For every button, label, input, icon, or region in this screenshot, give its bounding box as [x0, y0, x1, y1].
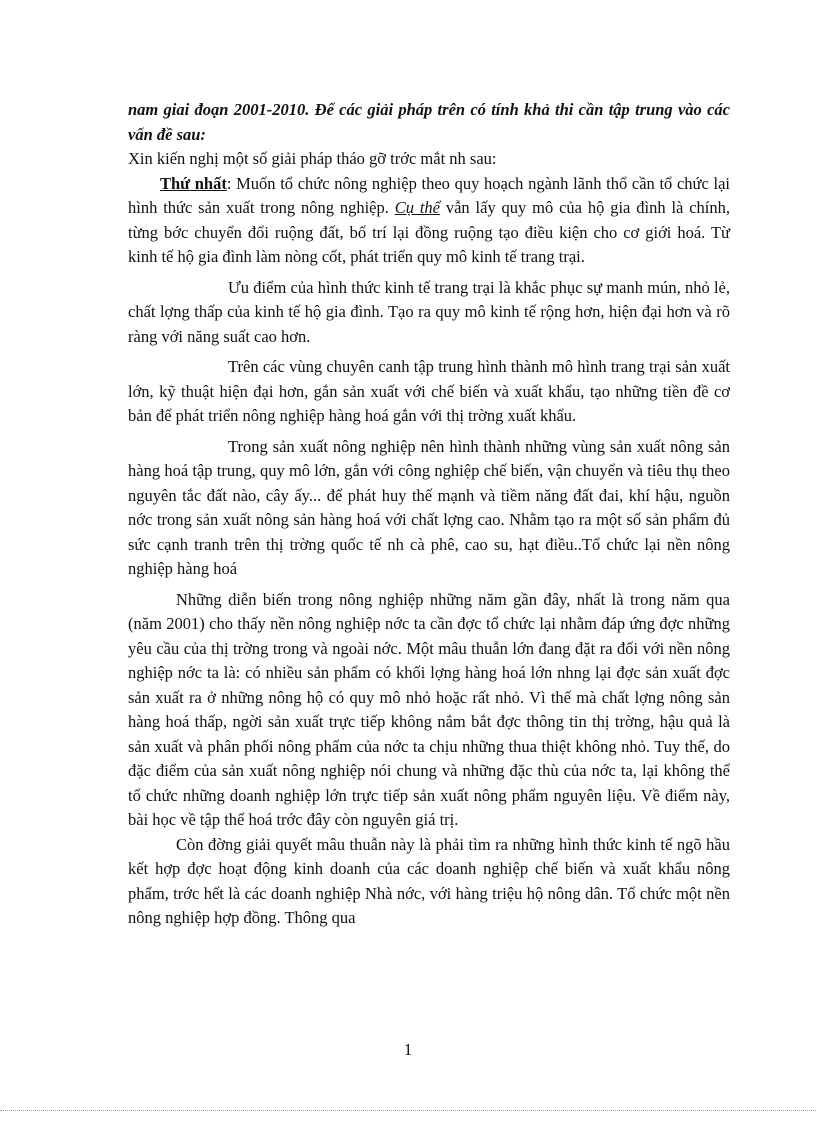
paragraph-6: Còn đờng giải quyết mâu thuẫn này là phải tìm ra những hình thức kinh tế ngõ hầu kết hợp đợc hoạt động kinh doanh của các doanh nghiệp chế biến và xuất khẩu nông phẩm, trớc hết là các doanh nghiệp Nhà nớc, với hàng triệu hộ nông dân. Tổ chức một nền nông nghiệp hợp đồng. Thông qua: [128, 834, 730, 927]
paragraph-1: [128, 172, 730, 270]
paragraph-4: Trong sản xuất nông nghiệp nên hình thành những vùng sản xuất nông sản hàng hoá tập trung, quy mô lớn, gắn với công nghiệp chế biến, vận chuyển và tiêu thụ theo nguyên tắc đất nào, cây ấy... để phát huy thế mạnh và tiềm năng đất đai, khí hậu, nguồn nớc trong sản xuất nông sản hàng hoá với chất lợng cao. Nhằm tạo ra một số sản phẩm đủ sức cạnh tranh trên thị trờng quốc tế nh cà phê, cao su, hạt điều..Tổ chức lại nền nông nghiệp hàng hoá: [128, 436, 730, 578]
paragraph-1-heading: Thứ nhất: [160, 173, 227, 193]
page-number: 1: [403, 1040, 413, 1059]
paragraph-5: Những diễn biến trong nông nghiệp những năm gần đây, nhất là trong năm qua (năm 2001) cho thấy nền nông nghiệp nớc ta cần đợc tổ chức lại nhằm đáp ứng đợc những yêu cầu của thị trờng trong và ngoài nớc. Một mâu thuẫn lớn đang đặt ra đối với nền nông nghiệp nớc ta là: có nhiều sản phẩm có khối lợng hàng hoá lớn nhng lại đợc sản xuất đợc sản xuất ra ở những nông hộ có quy mô nhỏ hoặc rất nhỏ. Vì thế mà chất lợng nông sản hàng hoá thấp, ngời sản xuất trực tiếp không nắm bắt đợc thông tin thị trờng, hậu quả là sản xuất và phân phối nông phẩm của nớc ta chịu những thua thiệt không nhỏ. Tuy thế, do đặc điểm của sản xuất nông nghiệp nói chung và những đặc thù của nớc ta, lại không thể tổ chức những doanh nghiệp lớn trực tiếp sản xuất nông phẩm nguyên liệu. Về điểm này, bài học về tập thể hoá trớc đây còn nguyên giá trị.: [128, 589, 730, 829]
paragraph-3: Trên các vùng chuyên canh tập trung hình thành mô hình trang trại sản xuất lớn, kỹ thuật hiện đại hơn, gắn sản xuất với chế biến và xuất khẩu, tạo những tiền đề cơ bản để phát triển nông nghiệp hàng hoá gắn với thị trờng xuất khẩu.: [128, 357, 730, 425]
paragraph-1-emphasis: Cụ thể: [394, 198, 440, 217]
paragraph-1-text-a: : Muốn tổ chức nông nghiệp theo quy hoạch ngành lãnh thổ cần tổ chức lại hình thức sản xuất trong nông nghiệp.: [128, 173, 730, 217]
body-text: [128, 98, 730, 931]
lead-paragraph: nam giai đoạn 2001-2010. Để các giải pháp trên có tính khả thi cần tập trung vào các vấn đề sau:: [128, 100, 730, 144]
paragraph-1-text-b: vẫn lấy quy mô của hộ gia đình là chính, từng bớc chuyển đổi ruộng đất, bố trí lại đồng ruộng tạo điều kiện cho cơ giới hoá. Từ kinh tế hộ gia đình làm nòng cốt, phát triển quy mô kinh tế trang trại.: [128, 198, 730, 266]
page-bottom-rule: [0, 1110, 816, 1111]
paragraph-2: Ưu điểm của hình thức kinh tế trang trại là khắc phục sự manh mún, nhỏ lẻ, chất lợng thấp của kinh tế hộ gia đình. Tạo ra quy mô kinh tế rộng hơn, hiện đại hơn và rõ ràng với năng suất cao hơn.: [128, 277, 730, 346]
intro-line: Xin kiến nghị một số giải pháp tháo gỡ trớc mắt nh sau:: [128, 149, 497, 168]
